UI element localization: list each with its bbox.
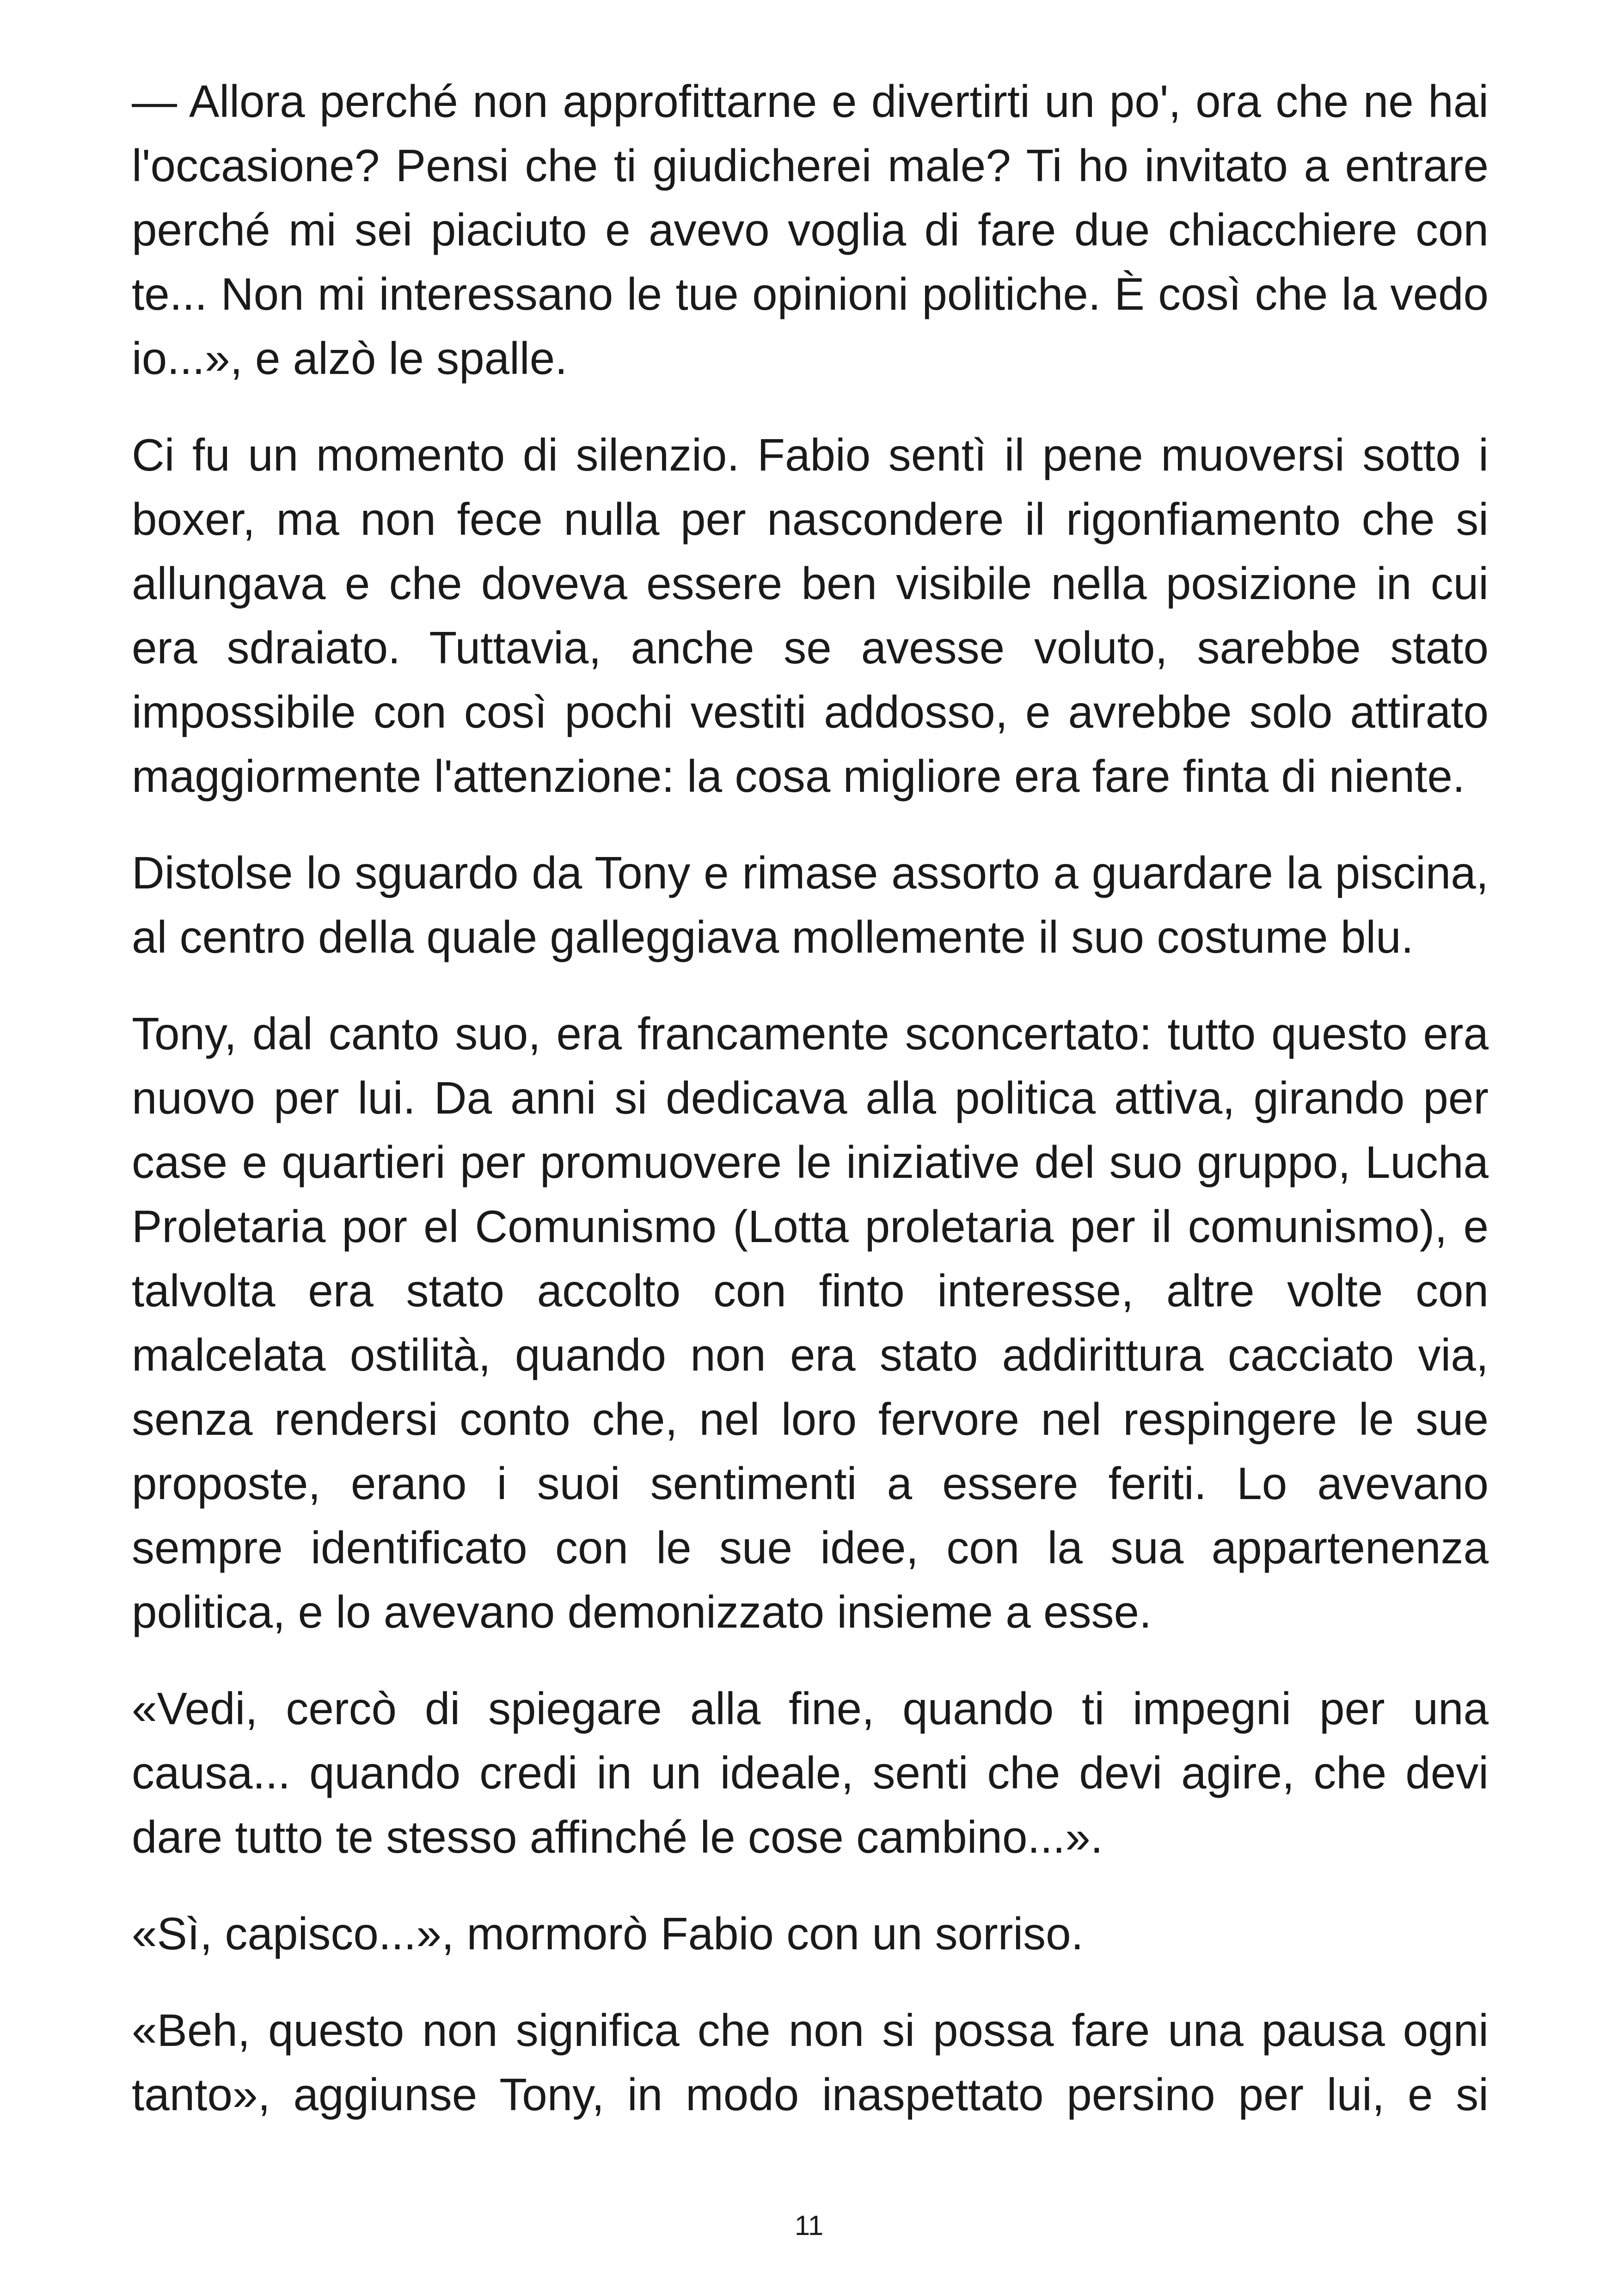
paragraph-6: «Sì, capisco...», mormorò Fabio con un sorriso. (132, 1908, 1084, 1959)
paragraph-7: «Beh, questo non significa che non si possa fare una pausa ogni tanto», aggiunse Tony, in modo inaspettato persino per lui, e si (132, 2005, 1489, 2120)
page-body (132, 69, 1489, 2127)
page-number: 11 (794, 2210, 824, 2241)
paragraph-1: — Allora perché non approfittarne e divertirti un po', ora che ne hai l'occasione? Pensi che ti giudicherei male? Ti ho invitato a entrare perché mi sei piaciuto e avevo voglia di fare due chiacchiere con te... Non mi interessano le tue opinioni politiche. È così che la vedo io...», e alzò le spalle. (132, 76, 1489, 384)
paragraph-5: «Vedi, cercò di spiegare alla fine, quando ti impegni per una causa... quando credi in un ideale, senti che devi agire, che devi dare tutto te stesso affinché le cose cambino...». (132, 1683, 1489, 1862)
paragraph-3: Distolse lo sguardo da Tony e rimase assorto a guardare la piscina, al centro della quale galleggiava mollemente il suo costume blu. (132, 847, 1489, 962)
paragraph-2: Ci fu un momento di silenzio. Fabio sentì il pene muoversi sotto i boxer, ma non fece nulla per nascondere il rigonfiamento che si allungava e che doveva essere ben visibile nella posizione in cui era sdraiato. Tuttavia, anche se avesse voluto, sarebbe stato impossibile con così pochi vestiti addosso, e avrebbe solo attirato maggiormente l'attenzione: la cosa migliore era fare finta di niente. (132, 429, 1489, 802)
paragraph-4: Tony, dal canto suo, era francamente sconcertato: tutto questo era nuovo per lui. Da anni si dedicava alla politica attiva, girando per case e quartieri per promuovere le iniziative del suo gruppo, Lucha Proletaria por el Comunismo (Lotta proletaria per il comunismo), e talvolta era stato accolto con finto interesse, altre volte con malcelata ostilità, quando non era stato addirittura cacciato via, senza rendersi conto che, nel loro fervore nel respingere le sue proposte, erano i suoi sentimenti a essere feriti. Lo avevano sempre identificato con le sue idee, con la sua appartenenza politica, e lo avevano demonizzato insieme a esse. (132, 1008, 1489, 1637)
